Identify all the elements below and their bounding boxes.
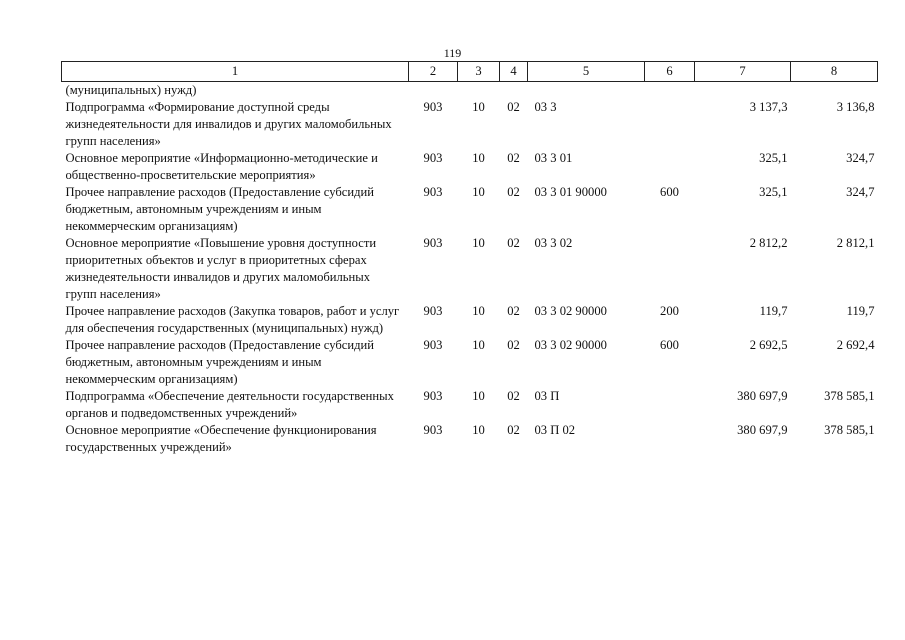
target-article-cell: 03 П 02	[534, 423, 576, 437]
target-article-cell: 03 3	[534, 100, 557, 114]
amount-2019-cell: 324,7	[846, 185, 875, 199]
table-row	[62, 235, 878, 303]
amount-2018-cell: 325,1	[759, 185, 788, 199]
expense-type-cell	[645, 99, 695, 150]
table-row	[62, 150, 878, 184]
section-cell: 10	[472, 100, 485, 114]
description-cell: Основное мероприятие «Информационно-методические и общественно-просветительские мероприятия»	[65, 151, 378, 182]
page-number: 119	[443, 46, 462, 60]
gov-code-cell: 903	[423, 236, 443, 250]
subsection-cell: 02	[507, 423, 520, 437]
amount-2018-cell	[695, 82, 791, 100]
amount-2018-cell: 325,1	[759, 151, 788, 165]
subsection-cell: 02	[507, 151, 520, 165]
gov-code-cell: 903	[423, 338, 443, 352]
table-row	[62, 388, 878, 422]
section-cell: 10	[472, 304, 485, 318]
amount-2019-cell: 378 585,1	[824, 389, 875, 403]
table-row	[62, 337, 878, 388]
subsection-cell: 02	[507, 304, 520, 318]
description-cell: Прочее направление расходов (Предоставление субсидий бюджетным, автономным учреждениям и иным некоммерческим организациям)	[65, 338, 374, 386]
description-cell: Основное мероприятие «Повышение уровня доступности приоритетных объектов и услуг в приоритетных сферах жизнедеятельности инвалидов и других маломобильных групп населения»	[65, 236, 377, 301]
subsection-cell: 02	[507, 100, 520, 114]
amount-2019-cell: 3 136,8	[836, 100, 875, 114]
target-article-cell: 03 3 02 90000	[534, 338, 607, 352]
expense-type-cell: 200	[660, 304, 679, 318]
header-col-8: 8	[791, 62, 878, 82]
amount-2018-cell: 2 812,2	[749, 236, 788, 250]
subsection-cell: 02	[507, 338, 520, 352]
subsection-cell: 02	[507, 389, 520, 403]
subsection-cell	[500, 82, 528, 100]
header-col-3: 3	[458, 62, 500, 82]
description-cell: Основное мероприятие «Обеспечение функционирования государственных учреждений»	[65, 423, 377, 454]
header-row	[62, 62, 878, 82]
target-article-cell: 03 3 01 90000	[534, 185, 607, 199]
table-row	[62, 82, 878, 100]
amount-2019-cell	[791, 82, 878, 100]
gov-code-cell: 903	[423, 304, 443, 318]
description-cell: Прочее направление расходов (Предоставление субсидий бюджетным, автономным учреждениям и иным некоммерческим организациям)	[65, 185, 374, 233]
gov-code-cell: 903	[423, 151, 443, 165]
subsection-cell: 02	[507, 185, 520, 199]
target-article-cell: 03 3 02 90000	[534, 304, 607, 318]
section-cell: 10	[472, 236, 485, 250]
target-article-cell	[528, 82, 645, 100]
section-cell: 10	[472, 151, 485, 165]
expense-type-cell: 600	[660, 185, 679, 199]
description-cell: Прочее направление расходов (Закупка товаров, работ и услуг для обеспечения государственных (муниципальных) нужд)	[65, 304, 400, 335]
amount-2018-cell: 3 137,3	[749, 100, 788, 114]
gov-code-cell: 903	[423, 423, 443, 437]
header-col-4: 4	[500, 62, 528, 82]
table-row	[62, 303, 878, 337]
description-cell: (муниципальных) нужд)	[65, 83, 197, 97]
amount-2019-cell: 324,7	[846, 151, 875, 165]
amount-2019-cell: 378 585,1	[824, 423, 875, 437]
gov-code-cell: 903	[423, 389, 443, 403]
header-col-1: 1	[62, 62, 409, 82]
section-cell	[458, 82, 500, 100]
amount-2019-cell: 2 812,1	[836, 236, 875, 250]
amount-2019-cell: 2 692,4	[836, 338, 875, 352]
section-cell: 10	[472, 389, 485, 403]
description-cell: Подпрограмма «Обеспечение деятельности государственных органов и подведомственных учреждений»	[65, 389, 394, 420]
expense-type-cell	[645, 422, 695, 456]
header-col-7: 7	[695, 62, 791, 82]
section-cell: 10	[472, 338, 485, 352]
table-header	[62, 62, 878, 82]
amount-2018-cell: 2 692,5	[749, 338, 788, 352]
table-row	[62, 422, 878, 456]
target-article-cell: 03 3 01	[534, 151, 573, 165]
subsection-cell: 02	[507, 236, 520, 250]
section-cell: 10	[472, 423, 485, 437]
amount-2019-cell: 119,7	[846, 304, 875, 318]
header-col-2: 2	[409, 62, 458, 82]
gov-code-cell	[409, 82, 458, 100]
amount-2018-cell: 119,7	[759, 304, 788, 318]
target-article-cell: 03 П	[534, 389, 560, 403]
gov-code-cell: 903	[423, 185, 443, 199]
expense-type-cell	[645, 388, 695, 422]
target-article-cell: 03 3 02	[534, 236, 573, 250]
amount-2018-cell: 380 697,9	[737, 389, 788, 403]
table-body	[62, 82, 878, 457]
section-cell: 10	[472, 185, 485, 199]
gov-code-cell: 903	[423, 100, 443, 114]
expense-type-cell	[645, 82, 695, 100]
description-cell: Подпрограмма «Формирование доступной среды жизнедеятельности для инвалидов и других маломобильных групп населения»	[65, 100, 392, 148]
expense-type-cell: 600	[660, 338, 679, 352]
amount-2018-cell: 380 697,9	[737, 423, 788, 437]
expense-type-cell	[645, 235, 695, 303]
header-col-5: 5	[528, 62, 645, 82]
table-row	[62, 99, 878, 150]
header-col-6: 6	[645, 62, 695, 82]
budget-table	[61, 61, 878, 456]
expense-type-cell	[645, 150, 695, 184]
table-row	[62, 184, 878, 235]
